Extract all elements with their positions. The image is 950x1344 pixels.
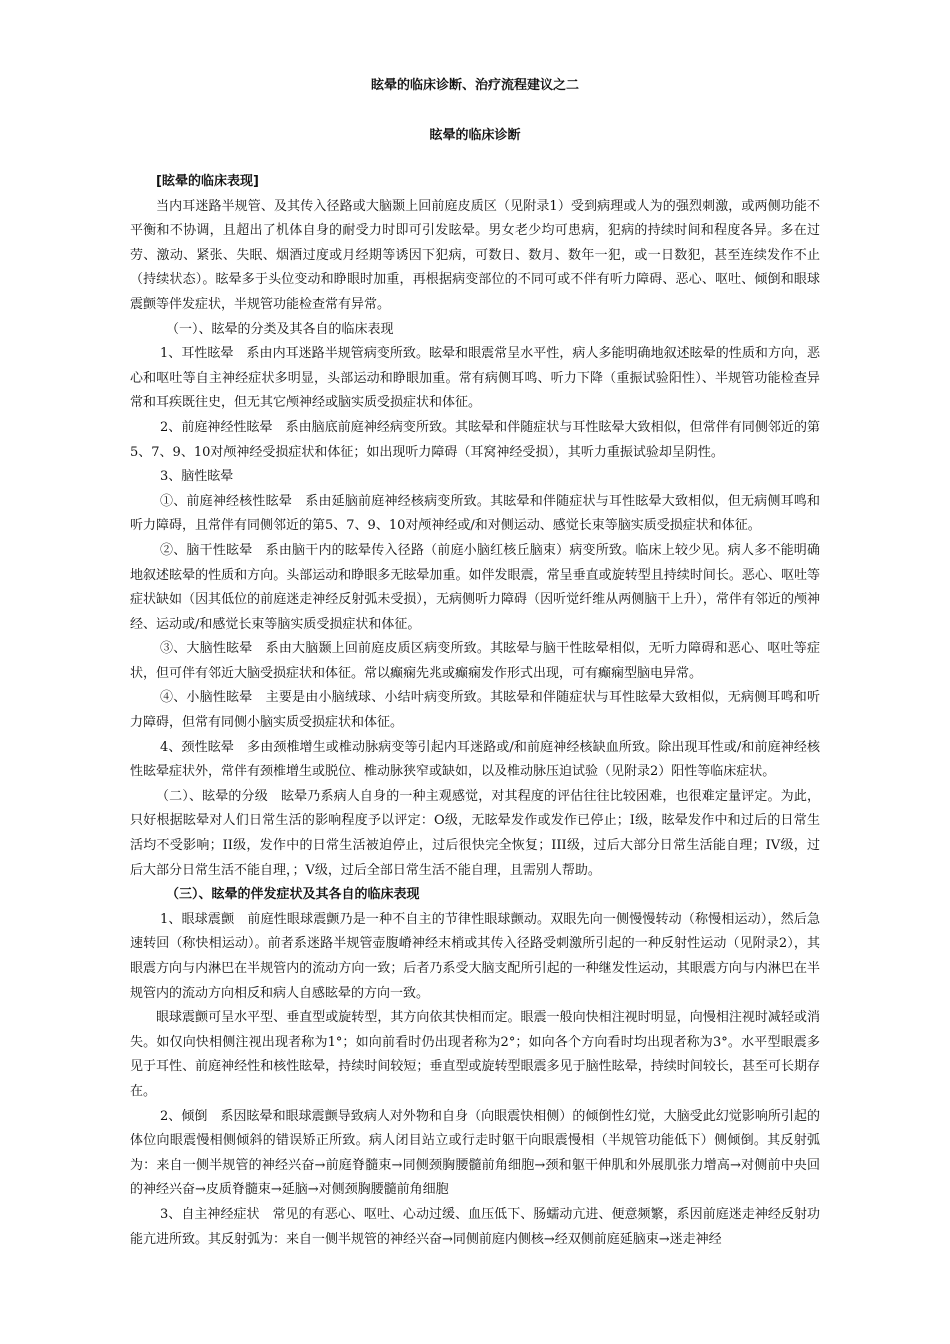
- subsection-heading: （三）、眩晕的伴发症状及其各自的临床表现: [166, 887, 420, 903]
- paragraph: ①、前庭神经核性眩晕 系由延脑前庭神经核病变所致。其眩晕和伴随症状与耳性眩晕大致相似，但无病侧耳鸣和听力障碍，且常伴有同侧邻近的第5、7、9、10对颅神经或/和对侧运动、感觉长束等脑实质受损症状和体征。: [130, 493, 820, 534]
- paragraph: 眼球震颤可呈水平型、垂直型或旋转型，其方向依其快相而定。眼震一般向快相注视时明显，向慢相注视时减轻或消失。如仅向快相侧注视出现者称为1°；如向前看时仍出现者称为2°；如向各个方向看时均出现者称为3°。水平型眼震多见于耳性、前庭神经性和核性眩晕，持续时间较短；垂直型或旋转型眼震多见于脑性眩晕，持续时间较长，甚至可长期存在。: [130, 1010, 820, 1099]
- paragraph: 1、耳性眩晕 系由内耳迷路半规管病变所致。眩晕和眼震常呈水平性，病人多能明确地叙述眩晕的性质和方向，恶心和呕吐等自主神经症状多明显，头部运动和睁眼加重。常有病侧耳鸣、听力下降（重振试验阳性）、半规管功能检查异常和耳疾既往史，但无其它颅神经或脑实质受损症状和体征。: [130, 346, 820, 411]
- document-body: [130, 170, 820, 1252]
- paragraph: 3、自主神经症状 常见的有恶心、呕吐、心动过缓、血压低下、肠蠕动亢进、便意频繁，系因前庭迷走神经反射功能亢进所致。其反射弧为：来自一侧半规管的神经兴奋→同侧前庭内侧核→经双侧前庭延脑束→迷走神经: [130, 1206, 820, 1247]
- paragraph: （二）、眩晕的分级 眩晕乃系病人自身的一种主观感觉，对其程度的评估往往比较困难，也很难定量评定。为此，只好根据眩晕对人们日常生活的影响程度予以评定：O级，无眩晕发作或发作已停止；I级，眩晕发作中和过后的日常生活均不受影响；II级，发作中的日常生活被迫停止，过后很快完全恢复；III级，过后大部分日常生活能自理；IV级，过后大部分日常生活不能自理，；V级，过后全部日常生活不能自理，且需别人帮助。: [130, 788, 820, 878]
- paragraph: 1、眼球震颤 前庭性眼球震颤乃是一种不自主的节律性眼球颤动。双眼先向一侧慢慢转动（称慢相运动），然后急速转回（称快相运动）。前者系迷路半规管壶腹嵴神经末梢或其传入径路受刺激所引起的一种反射性运动（见附录2），其眼震方向与内淋巴在半规管内的流动方向一致；后者乃系受大脑支配所引起的一种继发性运动，其眼震方向与内淋巴在半规管内的流动方向相反和病人自感眩晕的方向一致。: [130, 911, 820, 1001]
- paragraph: 当内耳迷路半规管、及其传入径路或大脑颞上回前庭皮质区（见附录1）受到病理或人为的强烈刺激，或两侧功能不平衡和不协调，且超出了机体自身的耐受力时即可引发眩晕。男女老少均可患病，犯病的持续时间和程度各异。多在过劳、激动、紧张、失眠、烟酒过度或月经期等诱因下犯病，可数日、数月、数年一犯，或一日数犯，甚至连续发作不止（持续状态）。眩晕多于头位变动和睁眼时加重，再根据病变部位的不同可或不伴有听力障碍、恶心、呕吐、倾倒和眼球震颤等伴发症状，半规管功能检查常有异常。: [130, 198, 820, 312]
- paragraph: ②、脑干性眩晕 系由脑干内的眩晕传入径路（前庭小脑红核丘脑束）病变所致。临床上较少见。病人多不能明确地叙述眩晕的性质和方向。头部运动和睁眼多无眩晕加重。如伴发眼震，常呈垂直或旋转型且持续时间长。恶心、呕吐等症状缺如（因其低位的前庭迷走神经反射弧未受损），无病侧听力障碍（因听觉纤维从两侧脑干上升），常伴有邻近的颅神经、运动或/和感觉长束等脑实质受损症状和体征。: [130, 542, 820, 632]
- paragraph: ④、小脑性眩晕 主要是由小脑绒球、小结叶病变所致。其眩晕和伴随症状与耳性眩晕大致相似，无病侧耳鸣和听力障碍，但常有同侧小脑实质受损症状和体征。: [130, 690, 820, 731]
- paragraph: 3、脑性眩晕: [160, 469, 234, 485]
- subsection-heading: （一）、眩晕的分类及其各自的临床表现: [166, 321, 394, 337]
- document-subtitle: 眩晕的临床诊断: [429, 128, 521, 143]
- paragraph: 2、前庭神经性眩晕 系由脑底前庭神经病变所致。其眩晕和伴随症状与耳性眩晕大致相似，但常伴有同侧邻近的第5、7、9、10对颅神经受损症状和体征；如出现听力障碍（耳窝神经受损），其听力重振试验却呈阴性。: [130, 419, 820, 460]
- paragraph: 4、颈性眩晕 多由颈椎增生或椎动脉病变等引起内耳迷路或/和前庭神经核缺血所致。除出现耳性或/和前庭神经核性眩晕症状外，常伴有颈椎增生或脱位、椎动脉狭窄或缺如，以及椎动脉压迫试验（见附录2）阳性等临床症状。: [130, 739, 820, 780]
- paragraph: ③、大脑性眩晕 系由大脑颞上回前庭皮质区病变所致。其眩晕与脑干性眩晕相似，无听力障碍和恶心、呕吐等症状，但可伴有邻近大脑受损症状和体征。常以癫痫先兆或癫痫发作形式出现，可有癫痫型脑电异常。: [130, 641, 820, 681]
- document-title: 眩晕的临床诊断、治疗流程建议之二: [370, 78, 579, 93]
- section-heading: [眩晕的临床表现]: [156, 174, 259, 189]
- paragraph: 2、倾倒 系因眩晕和眼球震颤导致病人对外物和自身（向眼震快相侧）的倾倒性幻觉，大脑受此幻觉影响所引起的体位向眼震慢相侧倾斜的错误矫正所致。病人闭目站立或行走时躯干向眼震慢相（半规管功能低下）侧倾倒。其反射弧为：来自一侧半规管的神经兴奋→前庭脊髓束→同侧颈胸腰髓前角细胞→颈和躯干伸肌和外展肌张力增高→对侧前中央回的神经兴奋→皮质脊髓束→延脑→对侧颈胸腰髓前角细胞: [130, 1108, 820, 1198]
